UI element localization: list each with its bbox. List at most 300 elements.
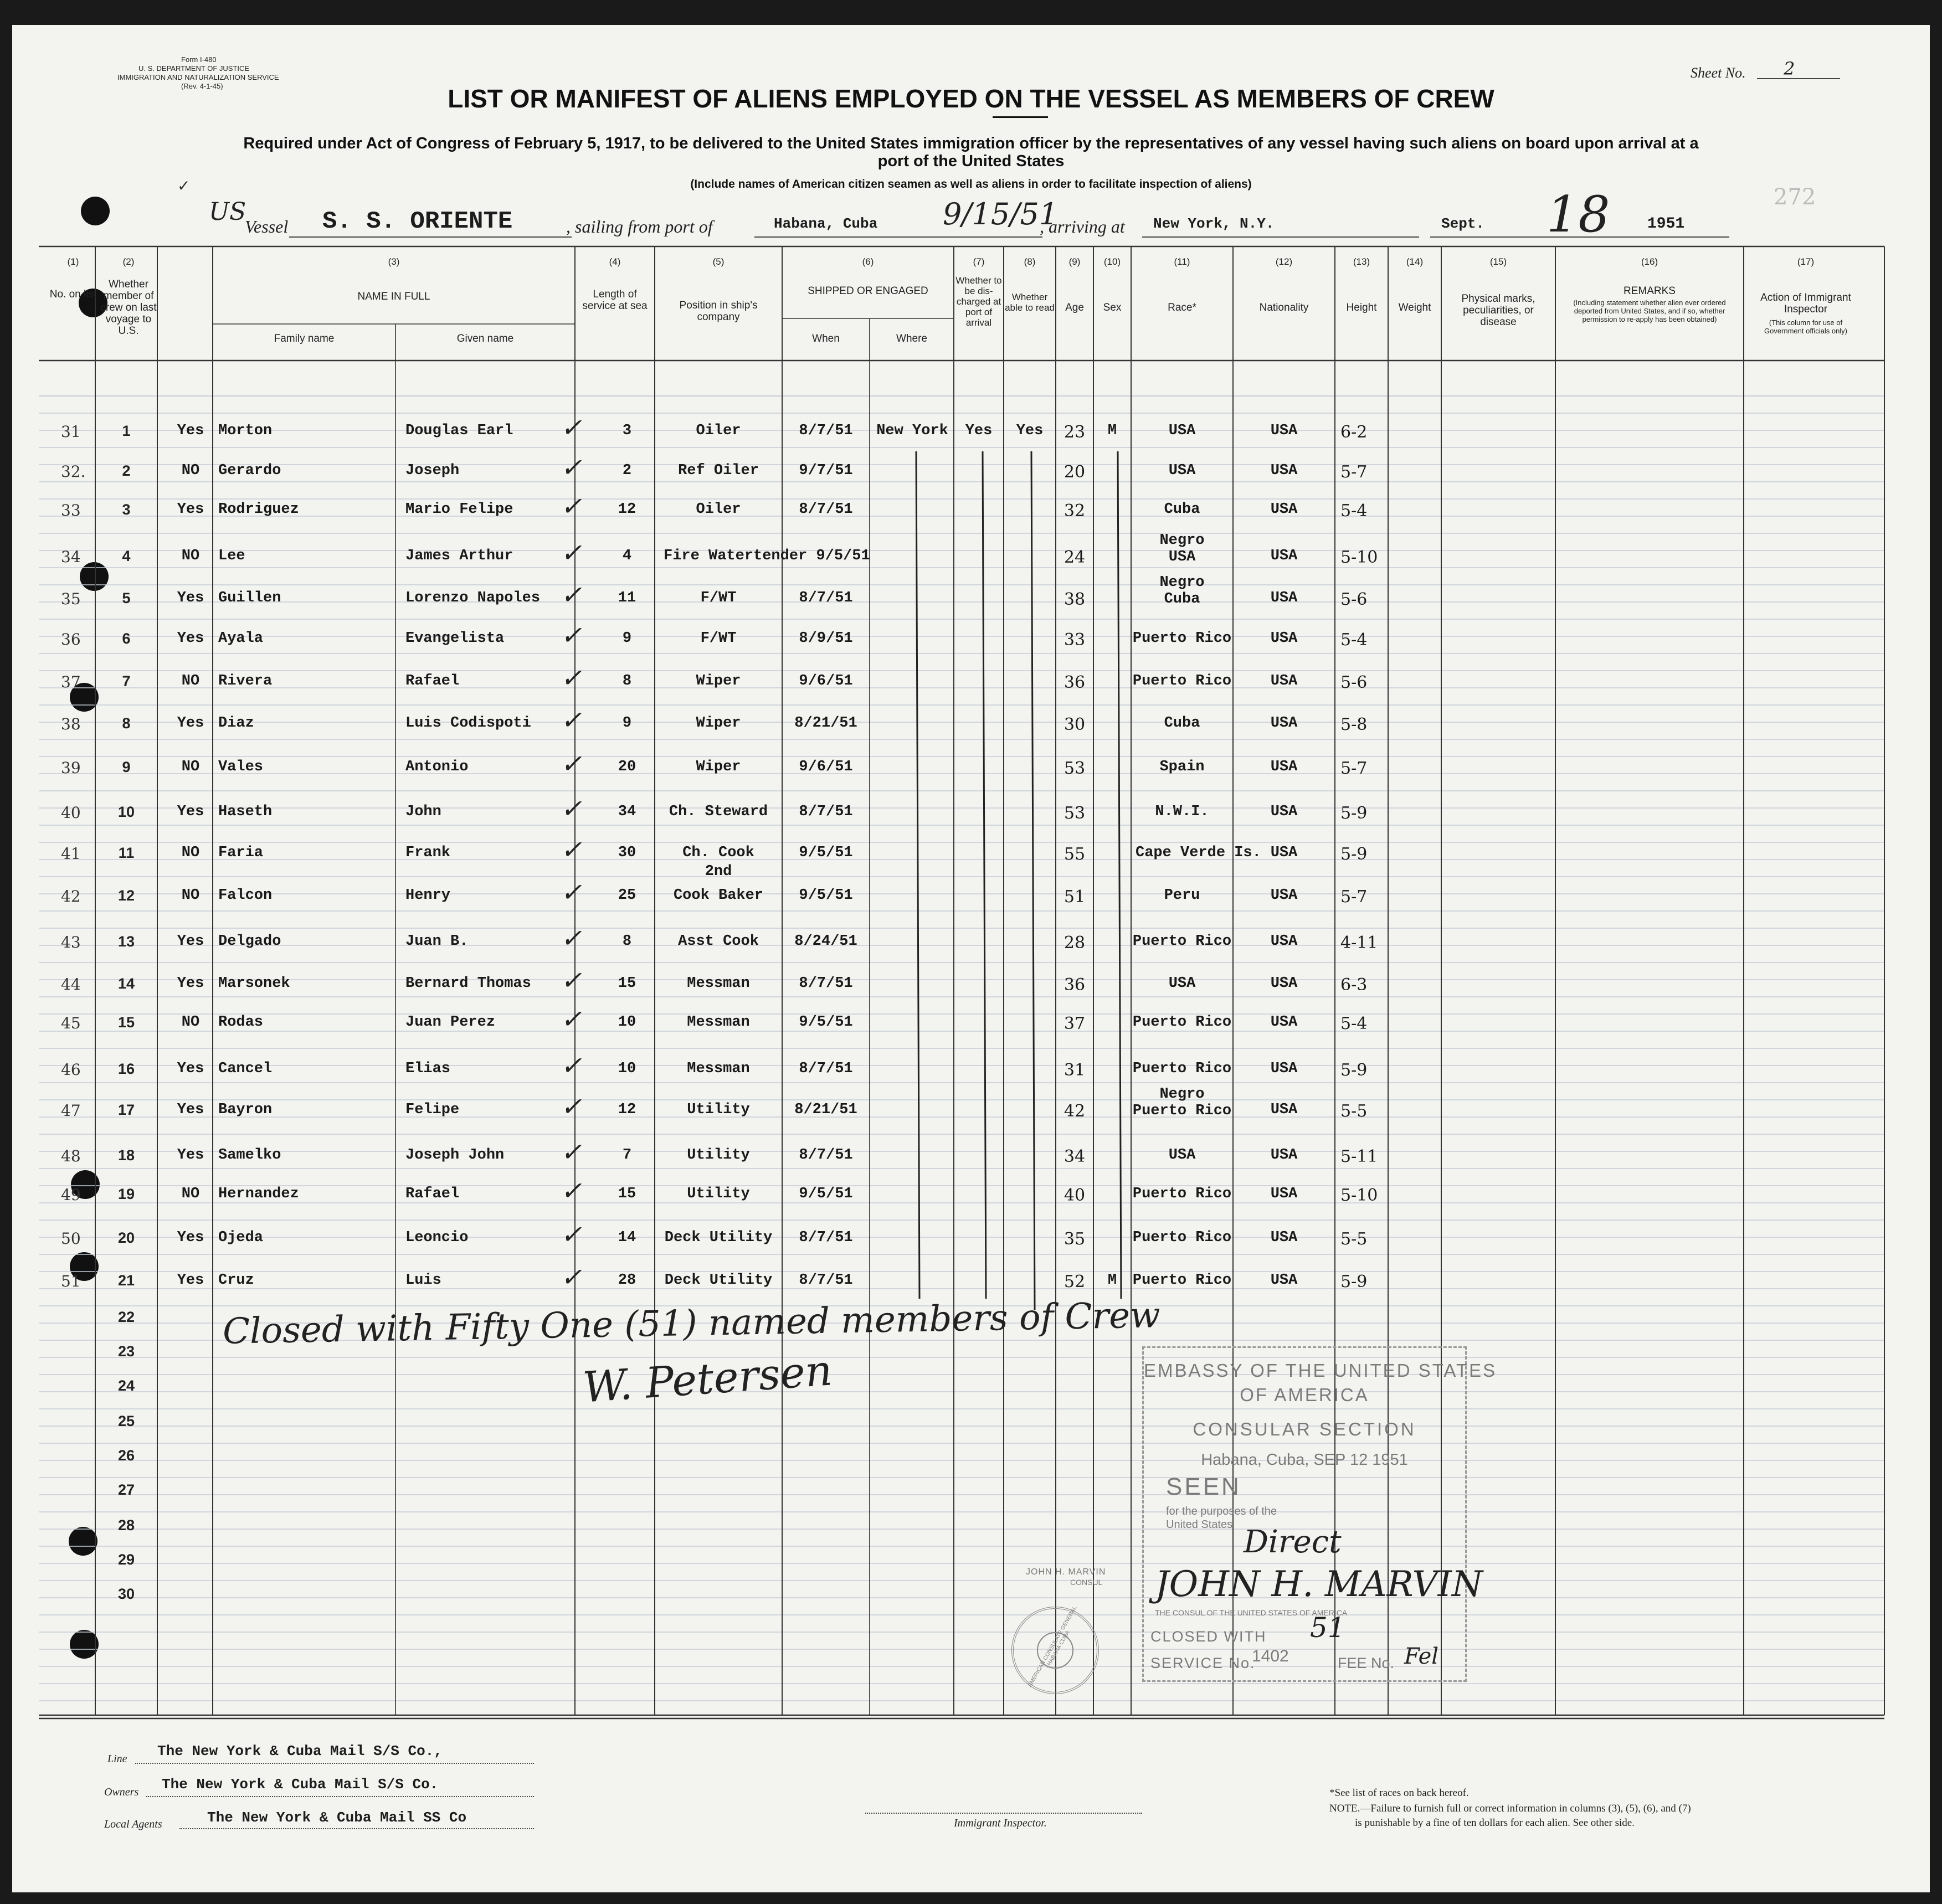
last-voyage-cell: NO [181,548,200,564]
col-header-last-voyage: Whether member of crew on last voyage to U.S. [100,279,157,337]
age-cell: 36 [1064,975,1086,995]
check-mark: ✓ [561,965,582,995]
height-cell: 5-6 [1340,673,1368,692]
given-name-cell: Joseph John [405,1147,505,1164]
sex-cell: M [1107,1272,1117,1289]
position-cell: Deck Utility [664,1229,773,1246]
col-num-9: (9) [1068,256,1081,267]
height-cell: 5-9 [1340,1272,1368,1291]
check-mark: ✓ [561,1219,582,1249]
footer-owners-value: The New York & Cuba Mail S/S Co. [162,1776,439,1793]
race-cell: Negro [1159,1086,1205,1103]
age-cell: 33 [1064,630,1086,650]
stamp-line-1: EMBASSY OF THE UNITED STATES [1144,1360,1497,1381]
col-header-action-note: (This column for use of Government officials only) [1764,318,1848,335]
col-header-discharged: Whether to be dis-charged at port of arrival [955,275,1002,328]
col-header-where: Where [896,333,927,344]
col-header-position: Position in ship's company [679,300,758,323]
margin-number: 32. [61,462,86,481]
age-cell: 53 [1064,804,1086,823]
row-number: 23 [117,1343,135,1360]
row-number: 8 [122,715,131,732]
stamp-date: Habana, Cuba, SEP 12 1951 [1201,1451,1408,1469]
stamp-consul-of: THE CONSUL OF THE UNITED STATES OF AMERICA [1155,1608,1348,1617]
family-name-cell: Guillen [218,590,281,606]
family-name-cell: Rodas [218,1014,264,1031]
nationality-cell: USA [1270,501,1298,518]
age-cell: 36 [1064,673,1086,692]
footer-inspector: Immigrant Inspector. [954,1817,1047,1829]
height-cell: 5-9 [1340,845,1368,864]
service-length-cell: 20 [618,759,636,775]
row-number: 20 [117,1229,135,1246]
col-num-15: (15) [1489,256,1507,267]
age-cell: 51 [1064,887,1086,907]
check-mark: ✓ [561,663,582,693]
subtitle: Required under Act of Congress of February 5, 1917, to be delivered to the United States immigration officer by the representatives of any vessel having such aliens on board upon arrival at a [243,135,1699,152]
footer-agents-underline [179,1828,534,1829]
race-cell: Cuba [1164,501,1200,518]
height-cell: 5-5 [1340,1102,1368,1121]
shipped-when-cell: 8/7/51 [799,501,853,518]
shipped-when-cell: 9/5/51 [799,887,853,904]
row-number: 6 [122,630,131,647]
service-length-cell: 34 [618,804,636,820]
consulate-seal [1011,1607,1099,1694]
stamp-closed-with: CLOSED WITH [1150,1628,1267,1645]
race-cell-line-2: Cuba [1164,591,1200,608]
row-number: 25 [117,1413,135,1429]
service-name: IMMIGRATION AND NATURALIZATION SERVICE [117,73,279,81]
row-number: 7 [122,673,131,689]
stamp-fee-no: FEE No. [1338,1655,1395,1671]
col-num-13: (13) [1353,256,1370,267]
last-voyage-cell: NO [181,462,200,479]
stamp-fee-value: Fel [1404,1644,1439,1669]
check-mark: ✓ [561,1262,582,1292]
col-num-6: (6) [862,256,874,267]
row-number: 13 [117,933,135,950]
col-header-family-name: Family name [274,333,335,344]
able-read-cell: Yes [1016,423,1044,439]
given-name-cell: Leoncio [405,1229,469,1246]
position-cell: Ch. Cook [682,845,754,861]
check-mark: ✓ [561,413,582,442]
height-cell: 5-10 [1340,1186,1378,1205]
check-mark: ✓ [561,794,582,824]
arrival-day: 18 [1547,186,1610,244]
row-number: 4 [122,548,131,564]
service-length-cell: 28 [618,1272,636,1289]
discharged-cell: Yes [965,423,993,439]
race-cell: Puerto Rico [1132,673,1232,689]
nationality-cell: USA [1270,1229,1298,1246]
race-cell: USA [1168,1147,1196,1164]
check-mark: ✓ [561,1137,582,1167]
height-cell: 5-9 [1340,804,1368,823]
vessel-label: Vessel [245,217,289,236]
subtitle-port: port of the United States [877,152,1065,170]
service-length-cell: 15 [618,975,636,992]
race-cell: Negro [1159,574,1205,591]
col-num-12: (12) [1275,256,1293,267]
last-voyage-cell: NO [181,845,200,861]
margin-number: 50 [61,1229,81,1248]
race-cell: USA [1168,423,1196,439]
family-name-cell: Delgado [218,933,281,950]
footer-note-2: is punishable by a fine of ten dollars for each alien. See other side. [1355,1817,1635,1829]
margin-number: 46 [61,1061,81,1079]
col-header-remarks: REMARKS [1624,285,1676,297]
age-cell: 35 [1064,1229,1086,1249]
service-length-cell: 10 [618,1014,636,1031]
shipped-when-cell: 8/7/51 [799,975,853,992]
position-cell: Fire Watertender 9/5/51 [664,548,870,564]
family-name-cell: Cruz [218,1272,254,1289]
nationality-cell: USA [1270,759,1298,775]
race-cell: N.W.I. [1155,804,1209,820]
row-number: 15 [117,1014,135,1031]
check-mark: ✓ [561,1176,582,1206]
row-number: 24 [117,1377,135,1394]
check-mark: ✓ [561,1092,582,1121]
margin-number: 34 [61,548,81,566]
sailing-date: 9/15/51 [943,197,1059,231]
position-cell-line-2: 2nd [705,863,732,880]
footer-agents-label: Local Agents [104,1818,162,1830]
stamp-closed-value: 51 [1310,1612,1345,1644]
footer-races-note: *See list of races on back hereof. [1329,1787,1469,1799]
check-mark: ✓ [561,705,582,735]
given-name-cell: Antonio [405,759,469,775]
position-cell: F/WT [700,590,737,606]
col-num-5: (5) [712,256,725,267]
last-voyage-cell: NO [181,1186,200,1202]
shipped-when-cell: 9/5/51 [799,1014,853,1031]
position-cell: Oiler [696,423,741,439]
check-mark: ✓ [561,923,582,953]
position-cell: Wiper [696,715,741,732]
shipped-when-cell: 8/7/51 [799,590,853,606]
race-cell: Puerto Rico [1132,1061,1232,1077]
shipped-when-cell: 9/6/51 [799,673,853,689]
shipped-when-cell: 8/7/51 [799,1147,853,1164]
seal-text: AMERICAN CONSULATE GENERAL · HABANA CUBA [1026,1605,1078,1689]
col-header-height: Height [1346,302,1377,313]
inspector-underline [865,1813,1142,1814]
nationality-cell: USA [1270,887,1298,904]
stamp-service-no: SERVICE No. [1150,1655,1256,1671]
position-cell: Wiper [696,759,741,775]
nationality-cell: USA [1270,1272,1298,1289]
service-length-cell: 4 [622,548,632,564]
race-cell-line-2: USA [1168,549,1196,565]
last-voyage-cell: Yes [177,630,204,647]
family-name-cell: Gerardo [218,462,281,479]
age-cell: 31 [1064,1061,1086,1080]
race-cell: USA [1168,462,1196,479]
row-number: 2 [122,462,131,479]
position-cell: Asst Cook [678,933,759,950]
race-cell: Cape Verde Is. [1136,845,1261,861]
sex-cell: M [1107,423,1117,439]
footer-owners-underline [146,1796,534,1797]
age-cell: 55 [1064,845,1086,864]
col-header-nationality: Nationality [1259,302,1309,313]
height-cell: 5-8 [1340,715,1368,734]
stamp-direct: Direct [1244,1524,1342,1560]
consular-stamp [1142,1346,1497,1682]
family-name-cell: Samelko [218,1147,281,1164]
row-number: 10 [117,804,135,820]
col-num-7: (7) [973,256,985,267]
last-voyage-cell: Yes [177,933,204,950]
last-voyage-cell: Yes [177,715,204,732]
position-cell: Deck Utility [664,1272,773,1289]
given-name-cell: Luis Codispoti [405,715,531,732]
age-cell: 32 [1064,501,1086,521]
age-cell: 28 [1064,933,1086,953]
col-num-4: (4) [609,256,621,267]
given-name-cell: Lorenzo Napoles [405,590,541,606]
age-cell: 23 [1064,423,1086,442]
service-length-cell: 8 [622,673,632,689]
age-cell: 30 [1064,715,1086,734]
height-cell: 5-4 [1340,501,1368,521]
shipped-when-cell: 9/5/51 [799,845,853,861]
family-name-cell: Ojeda [218,1229,264,1246]
height-cell: 5-10 [1340,548,1378,567]
service-length-cell: 8 [622,933,632,950]
col-header-able-read: Whether able to read [1005,292,1055,313]
check-mark: ✓ [561,1051,582,1080]
row-number: 22 [117,1309,135,1325]
col-header-length-service: Length of service at sea [582,289,648,312]
shipped-when-cell: 9/6/51 [799,759,853,775]
check-mark: ✓ [561,491,582,521]
service-length-cell: 2 [622,462,632,479]
check-mark: ✓ [561,749,582,779]
last-voyage-cell: Yes [177,975,204,992]
nationality-cell: USA [1270,804,1298,820]
col-num-17: (17) [1797,256,1815,267]
col-num-16: (16) [1641,256,1658,267]
last-voyage-cell: Yes [177,423,204,439]
margin-number: 41 [61,845,81,863]
race-cell: Peru [1164,887,1200,904]
service-length-cell: 15 [618,1186,636,1202]
margin-number: 43 [61,933,81,951]
service-length-cell: 14 [618,1229,636,1246]
height-cell: 6-3 [1340,975,1368,995]
col-num-10: (10) [1103,256,1121,267]
shipped-when-cell: 8/7/51 [799,1272,853,1289]
manifest-sheet [12,25,1930,1892]
shipped-where-cell: New York [876,423,948,439]
arrival-month: Sept. [1441,215,1485,232]
position-cell: Cook Baker [673,887,764,904]
nationality-cell: USA [1270,590,1298,606]
margin-number: 31 [61,423,81,441]
service-length-cell: 12 [618,1102,636,1118]
last-voyage-cell: Yes [177,590,204,606]
col-header-when: When [812,333,840,344]
height-cell: 5-9 [1340,1061,1368,1080]
height-cell: 5-6 [1340,590,1368,609]
check-mark: ✓ [561,835,582,864]
position-cell: Wiper [696,673,741,689]
race-cell: Cuba [1164,715,1200,732]
tick-mark: ✓ [177,178,191,195]
service-length-cell: 7 [622,1147,632,1164]
corner-number: 272 [1774,184,1816,210]
last-voyage-cell: Yes [177,501,204,518]
check-mark: ✓ [561,580,582,610]
check-mark: ✓ [561,452,582,482]
sheet-number: 2 [1784,58,1795,79]
last-voyage-cell: Yes [177,804,204,820]
last-voyage-cell: NO [181,673,200,689]
last-voyage-cell: Yes [177,1102,204,1118]
nationality-cell: USA [1270,548,1298,564]
nationality-cell: USA [1270,673,1298,689]
row-number: 26 [117,1447,135,1464]
race-cell: USA [1168,975,1196,992]
given-name-cell: John [405,804,441,820]
service-length-cell: 12 [618,501,636,518]
row-number: 21 [117,1272,135,1289]
age-cell: 38 [1064,590,1086,609]
stamp-us: United States [1166,1519,1233,1531]
age-cell: 37 [1064,1014,1086,1033]
stamp-line-3: CONSULAR SECTION [1193,1419,1416,1439]
service-length-cell: 3 [622,423,632,439]
family-name-cell: Diaz [218,715,254,732]
position-cell: F/WT [700,630,737,647]
consul-signature: JOHN H. MARVIN [1155,1564,1483,1605]
race-cell: Puerto Rico [1132,1014,1232,1031]
row-number: 5 [122,590,131,606]
consul-typed-name: JOHN H. MARVIN [1026,1567,1106,1577]
stamp-purpose: for the purposes of the [1166,1505,1277,1517]
height-cell: 5-7 [1340,887,1368,907]
row-number: 29 [117,1551,135,1568]
nationality-cell: USA [1270,462,1298,479]
last-voyage-cell: NO [181,1014,200,1031]
footer-owners-label: Owners [104,1786,139,1798]
age-cell: 42 [1064,1102,1086,1121]
nationality-cell: USA [1270,1014,1298,1031]
footer-line-underline [135,1763,534,1764]
given-name-cell: Rafael [405,1186,460,1202]
shipped-when-cell: 8/21/51 [794,715,857,732]
col-header-action: Action of Immigrant Inspector [1760,292,1851,315]
margin-number: 42 [61,887,81,905]
check-mark: ✓ [561,1004,582,1034]
col-num-2: (2) [122,256,135,267]
position-cell: Utility [687,1186,750,1202]
stamp-line-2: OF AMERICA [1240,1385,1369,1405]
given-name-cell: Evangelista [405,630,505,647]
family-name-cell: Rivera [218,673,273,689]
margin-number: 48 [61,1147,81,1165]
service-length-cell: 9 [622,630,632,647]
race-cell: Puerto Rico [1132,1186,1232,1202]
family-name-cell: Hernandez [218,1186,299,1202]
col-header-age: Age [1065,302,1084,313]
margin-number: 33 [61,501,81,519]
height-cell: 5-7 [1340,759,1368,778]
col-header-weight: Weight [1398,302,1431,313]
col-header-race: Race* [1168,302,1196,313]
row-number: 11 [118,845,135,861]
given-name-cell: Frank [405,845,451,861]
position-cell: Ref Oiler [678,462,759,479]
height-cell: 5-11 [1340,1147,1378,1166]
race-cell: Negro [1159,532,1205,549]
family-name-cell: Cancel [218,1061,273,1077]
shipped-when-cell: 8/7/51 [799,804,853,820]
margin-number: 37 [61,673,81,691]
row-number: 16 [117,1061,135,1077]
race-cell: Spain [1159,759,1205,775]
arrival-year: 1951 [1647,215,1685,233]
margin-number: 49 [61,1186,81,1204]
vessel-prefix: US [209,198,246,226]
family-name-cell: Morton [218,423,273,439]
nationality-cell: USA [1270,933,1298,950]
shipped-when-cell: 9/7/51 [799,462,853,479]
race-cell-line-2: Puerto Rico [1132,1103,1232,1119]
arriving-port: New York, N.Y. [1153,215,1275,232]
height-cell: 5-4 [1340,1014,1368,1033]
height-cell: 5-7 [1340,462,1368,482]
row-number: 9 [122,759,131,775]
col-num-11: (11) [1174,256,1190,267]
given-name-cell: Elias [405,1061,451,1077]
col-header-remarks-note: (Including statement whether alien ever ordered deported from United States, and if so, whether permission to re-apply has been obtained) [1573,299,1726,323]
shipped-when-cell: 8/21/51 [794,1102,857,1118]
nationality-cell: USA [1270,1186,1298,1202]
subtitle-note: (Include names of American citizen seamen as well as aliens in order to facilitate inspection of aliens) [690,178,1252,191]
family-name-cell: Marsonek [218,975,290,992]
row-number: 12 [117,887,135,904]
family-name-cell: Rodriguez [218,501,299,518]
race-cell: Puerto Rico [1132,1229,1232,1246]
nationality-cell: USA [1270,1061,1298,1077]
last-voyage-cell: Yes [177,1272,204,1289]
given-name-cell: Juan Perez [405,1014,496,1031]
col-num-1: (1) [67,256,79,267]
position-cell: Messman [687,1014,750,1031]
family-name-cell: Haseth [218,804,273,820]
margin-number: 45 [61,1014,81,1032]
shipped-when-cell: 9/5/51 [799,1186,853,1202]
col-num-3: (3) [388,256,400,267]
row-number: 14 [117,975,135,992]
height-cell: 5-4 [1340,630,1368,650]
department: U. S. DEPARTMENT OF JUSTICE [138,64,250,73]
col-header-name: NAME IN FULL [357,291,430,302]
height-cell: 4-11 [1340,933,1378,953]
nationality-cell: USA [1270,975,1298,992]
arriving-label: , arriving at [1040,217,1125,236]
race-cell: Puerto Rico [1132,933,1232,950]
footer-line-value: The New York & Cuba Mail S/S Co., [157,1743,443,1759]
stamp-service-value: 1402 [1252,1647,1289,1665]
ditto-lines [12,25,1930,1892]
position-cell: Ch. Steward [669,804,768,820]
